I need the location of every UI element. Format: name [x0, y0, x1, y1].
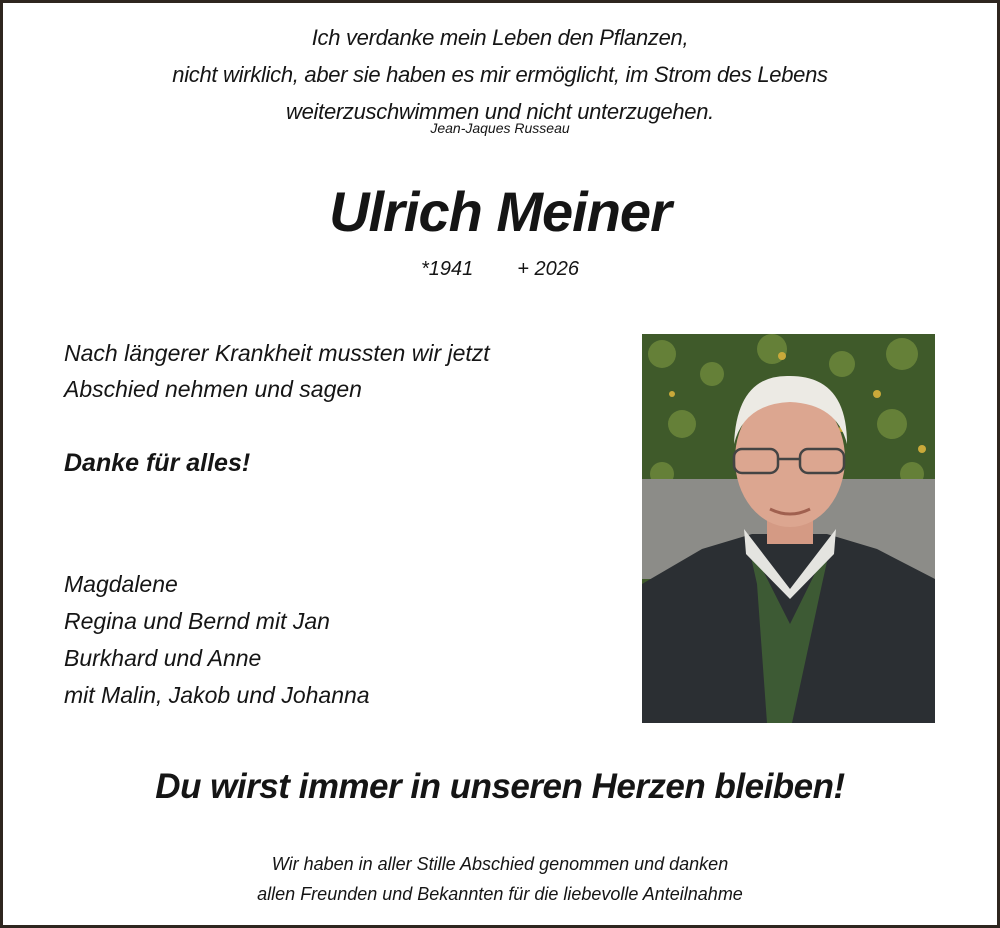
quote: [3, 19, 997, 130]
birth-year: *1941: [420, 258, 474, 280]
footer-line: Wir haben in aller Stille Abschied genommen und danken: [271, 854, 729, 874]
intro-line: Nach längerer Krankheit mussten wir jetzt: [64, 340, 490, 366]
quote-line: Ich verdanke mein Leben den Pflanzen,: [311, 25, 689, 50]
family-member: Magdalene: [64, 571, 178, 597]
quote-author: Jean-Jaques Russeau: [430, 120, 570, 136]
footer-text: [3, 849, 997, 909]
thanks-text: Danke für alles!: [64, 449, 251, 477]
intro-text: [64, 335, 490, 407]
deceased-name: Ulrich Meiner: [329, 180, 671, 243]
family-list: [64, 566, 370, 714]
motto: Du wirst immer in unseren Herzen bleiben!: [155, 767, 845, 806]
family-member: mit Malin, Jakob und Johanna: [64, 682, 370, 708]
quote-line: nicht wirklich, aber sie haben es mir ermöglicht, im Strom des Lebens: [172, 62, 828, 87]
death-year: + 2026: [517, 258, 579, 280]
life-dates: [3, 258, 997, 281]
intro-line: Abschied nehmen und sagen: [64, 376, 362, 402]
footer-line: allen Freunden und Bekannten für die liebevolle Anteilnahme: [257, 884, 743, 904]
family-member: Burkhard und Anne: [64, 645, 262, 671]
portrait-photo: [642, 334, 935, 723]
quote-line: weiterzuschwimmen und nicht unterzugehen.: [286, 99, 714, 124]
family-member: Regina und Bernd mit Jan: [64, 608, 330, 634]
